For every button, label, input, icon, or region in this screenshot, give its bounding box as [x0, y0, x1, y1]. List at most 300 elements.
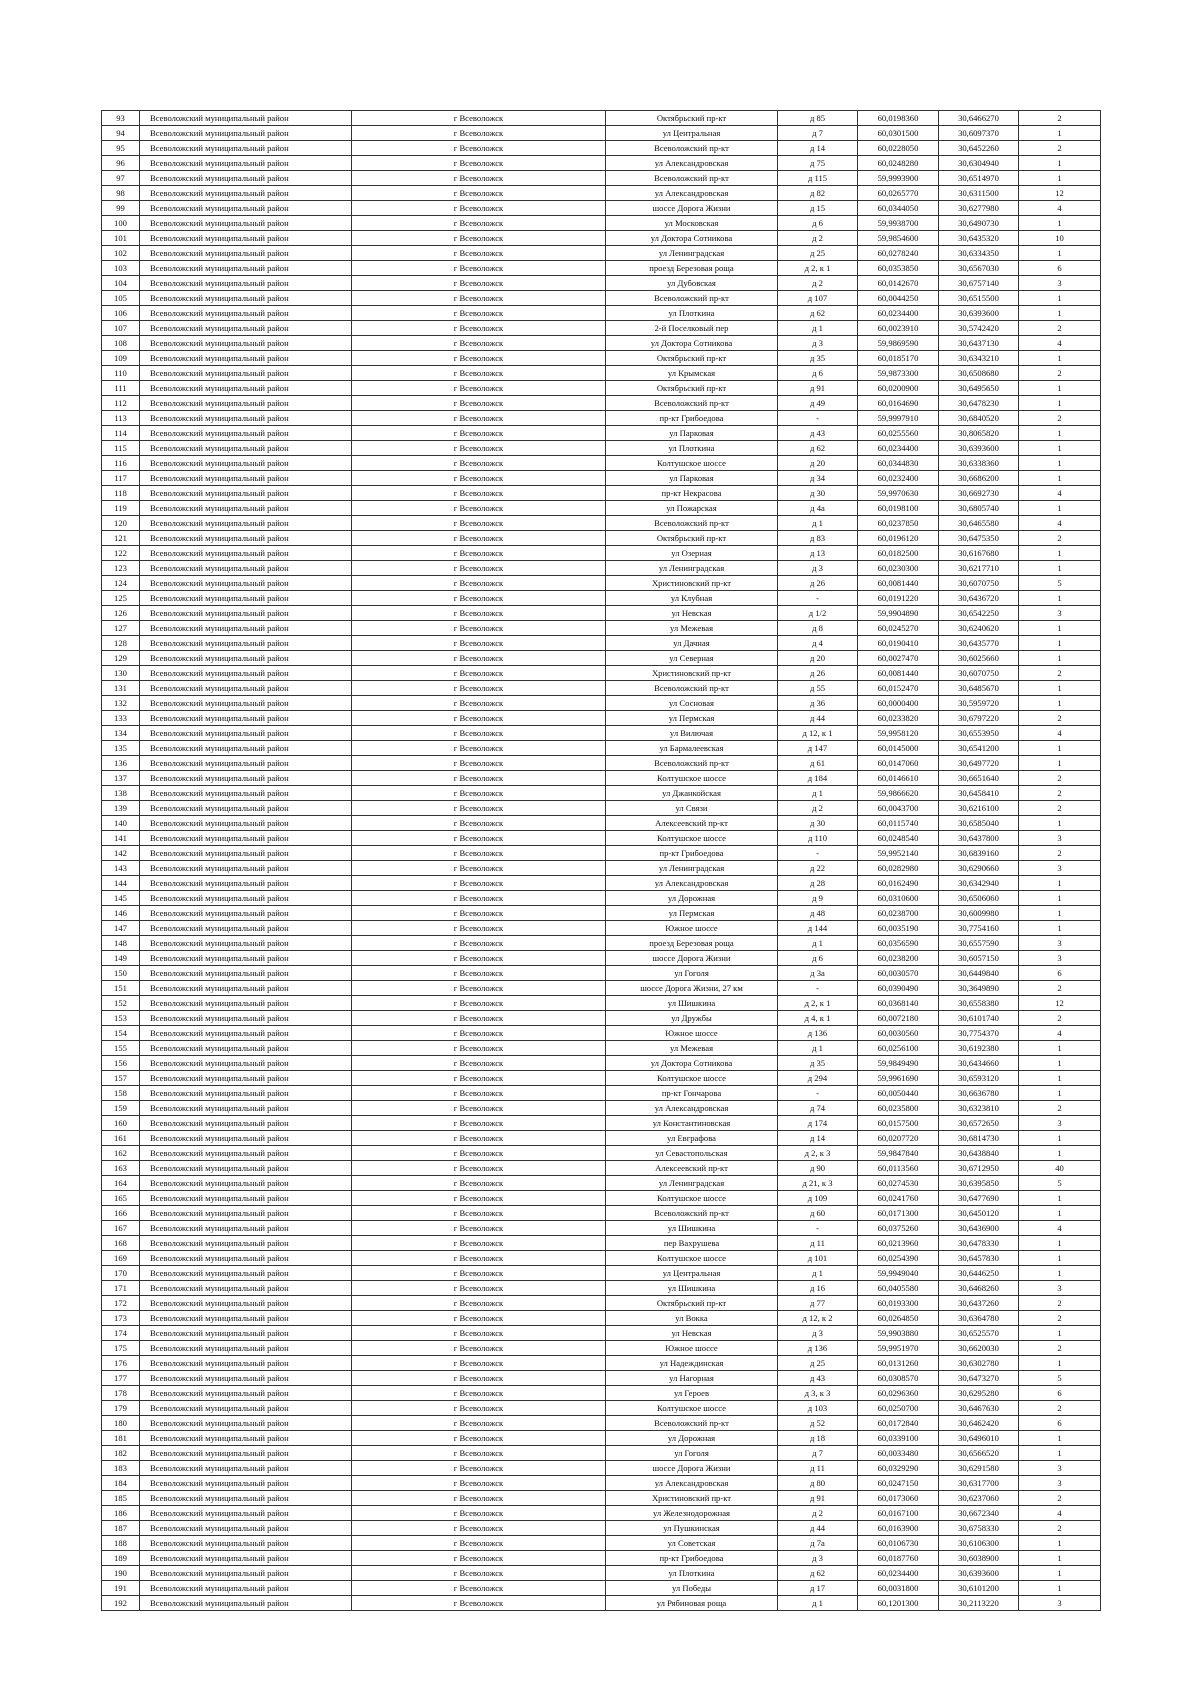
latitude-cell: 59,9949040: [858, 1266, 939, 1281]
house-cell: д 115: [778, 171, 858, 186]
count-cell: 4: [1019, 336, 1101, 351]
street-cell: шоссе Дорога Жизни: [606, 201, 778, 216]
street-cell: ул Ленинградская: [606, 861, 778, 876]
district-cell: Всеволожский муниципальный район: [140, 876, 352, 891]
street-cell: ул Пермская: [606, 906, 778, 921]
row-number: 175: [102, 1341, 140, 1356]
count-cell: 1: [1019, 216, 1101, 231]
row-number: 143: [102, 861, 140, 876]
count-cell: 2: [1019, 711, 1101, 726]
house-cell: д 3: [778, 1326, 858, 1341]
latitude-cell: 60,0115740: [858, 816, 939, 831]
house-cell: д 136: [778, 1341, 858, 1356]
district-cell: Всеволожский муниципальный район: [140, 966, 352, 981]
town-cell: г Всеволожск: [352, 516, 606, 531]
street-cell: Всеволожский пр-кт: [606, 681, 778, 696]
district-cell: Всеволожский муниципальный район: [140, 1326, 352, 1341]
town-cell: г Всеволожск: [352, 831, 606, 846]
house-cell: д 43: [778, 426, 858, 441]
district-cell: Всеволожский муниципальный район: [140, 1266, 352, 1281]
count-cell: 1: [1019, 1326, 1101, 1341]
house-cell: д 4, к 1: [778, 1011, 858, 1026]
count-cell: 1: [1019, 1566, 1101, 1581]
street-cell: ул Советская: [606, 1536, 778, 1551]
town-cell: г Всеволожск: [352, 1341, 606, 1356]
district-cell: Всеволожский муниципальный район: [140, 711, 352, 726]
row-number: 165: [102, 1191, 140, 1206]
street-cell: ул Дорожная: [606, 891, 778, 906]
district-cell: Всеволожский муниципальный район: [140, 1041, 352, 1056]
house-cell: д 3: [778, 1551, 858, 1566]
house-cell: д 101: [778, 1251, 858, 1266]
town-cell: г Всеволожск: [352, 471, 606, 486]
house-cell: д 62: [778, 1566, 858, 1581]
count-cell: 4: [1019, 201, 1101, 216]
district-cell: Всеволожский муниципальный район: [140, 1251, 352, 1266]
table-row: [102, 351, 1101, 366]
house-cell: д 14: [778, 141, 858, 156]
longitude-cell: 30,6438840: [939, 1146, 1019, 1161]
table-row: [102, 1341, 1101, 1356]
town-cell: г Всеволожск: [352, 936, 606, 951]
count-cell: 1: [1019, 1206, 1101, 1221]
count-cell: 1: [1019, 1086, 1101, 1101]
longitude-cell: 30,6334350: [939, 246, 1019, 261]
longitude-cell: 30,7754370: [939, 1026, 1019, 1041]
table-row: [102, 831, 1101, 846]
latitude-cell: 60,0171300: [858, 1206, 939, 1221]
row-number: 186: [102, 1506, 140, 1521]
town-cell: г Всеволожск: [352, 201, 606, 216]
latitude-cell: 59,9866620: [858, 786, 939, 801]
row-number: 131: [102, 681, 140, 696]
latitude-cell: 60,0081440: [858, 576, 939, 591]
street-cell: ул Невская: [606, 606, 778, 621]
town-cell: г Всеволожск: [352, 1476, 606, 1491]
street-cell: ул Железнодорожная: [606, 1506, 778, 1521]
district-cell: Всеволожский муниципальный район: [140, 1446, 352, 1461]
row-number: 192: [102, 1596, 140, 1611]
street-cell: Всеволожский пр-кт: [606, 1206, 778, 1221]
table-row: [102, 531, 1101, 546]
count-cell: 1: [1019, 396, 1101, 411]
longitude-cell: 30,6323810: [939, 1101, 1019, 1116]
latitude-cell: 60,0278240: [858, 246, 939, 261]
town-cell: г Всеволожск: [352, 1566, 606, 1581]
street-cell: ул Бармалеевская: [606, 741, 778, 756]
longitude-cell: 30,6490730: [939, 216, 1019, 231]
latitude-cell: 59,9993900: [858, 171, 939, 186]
latitude-cell: 60,0030570: [858, 966, 939, 981]
town-cell: г Всеволожск: [352, 111, 606, 126]
district-cell: Всеволожский муниципальный район: [140, 666, 352, 681]
table-row: [102, 1581, 1101, 1596]
house-cell: д 35: [778, 351, 858, 366]
longitude-cell: 30,6435320: [939, 231, 1019, 246]
longitude-cell: 30,6290660: [939, 861, 1019, 876]
street-cell: Колтушское шоссе: [606, 1071, 778, 1086]
longitude-cell: 30,6797220: [939, 711, 1019, 726]
house-cell: д 1: [778, 1596, 858, 1611]
house-cell: д 6: [778, 366, 858, 381]
latitude-cell: 60,0050440: [858, 1086, 939, 1101]
town-cell: г Всеволожск: [352, 351, 606, 366]
district-cell: Всеволожский муниципальный район: [140, 186, 352, 201]
count-cell: 1: [1019, 681, 1101, 696]
table-row: [102, 1236, 1101, 1251]
town-cell: г Всеволожск: [352, 1146, 606, 1161]
count-cell: 2: [1019, 141, 1101, 156]
longitude-cell: 30,6473270: [939, 1371, 1019, 1386]
table-row: [102, 1266, 1101, 1281]
latitude-cell: 60,0031800: [858, 1581, 939, 1596]
district-cell: Всеволожский муниципальный район: [140, 1401, 352, 1416]
district-cell: Всеволожский муниципальный район: [140, 861, 352, 876]
table-row: [102, 741, 1101, 756]
row-number: 136: [102, 756, 140, 771]
table-row: [102, 786, 1101, 801]
street-cell: ул Парковая: [606, 471, 778, 486]
town-cell: г Всеволожск: [352, 861, 606, 876]
longitude-cell: 30,6437800: [939, 831, 1019, 846]
longitude-cell: 30,6557590: [939, 936, 1019, 951]
street-cell: ул Евграфова: [606, 1131, 778, 1146]
row-number: 181: [102, 1431, 140, 1446]
street-cell: ул Надеждинская: [606, 1356, 778, 1371]
latitude-cell: 60,0185170: [858, 351, 939, 366]
house-cell: -: [778, 411, 858, 426]
row-number: 112: [102, 396, 140, 411]
town-cell: г Всеволожск: [352, 906, 606, 921]
count-cell: 2: [1019, 111, 1101, 126]
table-row: [102, 1176, 1101, 1191]
latitude-cell: 60,0237850: [858, 516, 939, 531]
district-cell: Всеволожский муниципальный район: [140, 471, 352, 486]
count-cell: 6: [1019, 1416, 1101, 1431]
house-cell: д 35: [778, 1056, 858, 1071]
street-cell: пр-кт Гончарова: [606, 1086, 778, 1101]
town-cell: г Всеволожск: [352, 1311, 606, 1326]
house-cell: д 2: [778, 801, 858, 816]
latitude-cell: 60,0146610: [858, 771, 939, 786]
town-cell: г Всеволожск: [352, 501, 606, 516]
count-cell: 12: [1019, 186, 1101, 201]
longitude-cell: 30,6097370: [939, 126, 1019, 141]
house-cell: д 12, к 2: [778, 1311, 858, 1326]
town-cell: г Всеволожск: [352, 1551, 606, 1566]
house-cell: д 6: [778, 951, 858, 966]
count-cell: 10: [1019, 231, 1101, 246]
latitude-cell: 60,0145000: [858, 741, 939, 756]
table-row: [102, 1311, 1101, 1326]
town-cell: г Всеволожск: [352, 621, 606, 636]
longitude-cell: 30,6025660: [939, 651, 1019, 666]
row-number: 109: [102, 351, 140, 366]
latitude-cell: 59,9903880: [858, 1326, 939, 1341]
district-cell: Всеволожский муниципальный район: [140, 906, 352, 921]
district-cell: Всеволожский муниципальный район: [140, 531, 352, 546]
house-cell: д 147: [778, 741, 858, 756]
district-cell: Всеволожский муниципальный район: [140, 141, 352, 156]
row-number: 120: [102, 516, 140, 531]
row-number: 121: [102, 531, 140, 546]
row-number: 95: [102, 141, 140, 156]
latitude-cell: 60,0196120: [858, 531, 939, 546]
street-cell: проезд Березовая роща: [606, 261, 778, 276]
count-cell: 1: [1019, 696, 1101, 711]
street-cell: ул Нагорная: [606, 1371, 778, 1386]
count-cell: 1: [1019, 1581, 1101, 1596]
latitude-cell: 60,0164690: [858, 396, 939, 411]
house-cell: -: [778, 1086, 858, 1101]
table-row: [102, 126, 1101, 141]
street-cell: ул Доктора Сотникова: [606, 336, 778, 351]
house-cell: д 55: [778, 681, 858, 696]
street-cell: ул Пушкинская: [606, 1521, 778, 1536]
longitude-cell: 30,6496010: [939, 1431, 1019, 1446]
count-cell: 1: [1019, 1131, 1101, 1146]
table-row: [102, 1551, 1101, 1566]
table-row: [102, 1011, 1101, 1026]
district-cell: Всеволожский муниципальный район: [140, 126, 352, 141]
street-cell: ул Плоткина: [606, 306, 778, 321]
table-row: [102, 501, 1101, 516]
district-cell: Всеволожский муниципальный район: [140, 936, 352, 951]
house-cell: д 1: [778, 516, 858, 531]
row-number: 129: [102, 651, 140, 666]
table-row: [102, 1476, 1101, 1491]
town-cell: г Всеволожск: [352, 561, 606, 576]
district-cell: Всеволожский муниципальный район: [140, 1356, 352, 1371]
longitude-cell: 30,6364780: [939, 1311, 1019, 1326]
district-cell: Всеволожский муниципальный район: [140, 1131, 352, 1146]
table-row: [102, 1206, 1101, 1221]
latitude-cell: 59,9904890: [858, 606, 939, 621]
street-cell: ул Дубовская: [606, 276, 778, 291]
street-cell: Колтушское шоссе: [606, 1401, 778, 1416]
district-cell: Всеволожский муниципальный район: [140, 1011, 352, 1026]
row-number: 99: [102, 201, 140, 216]
house-cell: д 1: [778, 1041, 858, 1056]
table-row: [102, 1401, 1101, 1416]
row-number: 105: [102, 291, 140, 306]
row-number: 113: [102, 411, 140, 426]
table-row: [102, 336, 1101, 351]
longitude-cell: 30,6311500: [939, 186, 1019, 201]
house-cell: д 15: [778, 201, 858, 216]
latitude-cell: 60,0245270: [858, 621, 939, 636]
table-row: [102, 951, 1101, 966]
town-cell: г Всеволожск: [352, 1491, 606, 1506]
town-cell: г Всеволожск: [352, 396, 606, 411]
row-number: 159: [102, 1101, 140, 1116]
table-row: [102, 816, 1101, 831]
latitude-cell: 59,9849490: [858, 1056, 939, 1071]
row-number: 188: [102, 1536, 140, 1551]
town-cell: г Всеволожск: [352, 756, 606, 771]
row-number: 111: [102, 381, 140, 396]
table-row: [102, 1596, 1101, 1611]
table-row: [102, 1281, 1101, 1296]
house-cell: д 6: [778, 216, 858, 231]
latitude-cell: 59,9847840: [858, 1146, 939, 1161]
house-cell: д 60: [778, 1206, 858, 1221]
house-cell: д 44: [778, 711, 858, 726]
row-number: 173: [102, 1311, 140, 1326]
count-cell: 1: [1019, 471, 1101, 486]
longitude-cell: 30,6070750: [939, 666, 1019, 681]
town-cell: г Всеволожск: [352, 726, 606, 741]
district-cell: Всеволожский муниципальный район: [140, 1281, 352, 1296]
town-cell: г Всеволожск: [352, 1266, 606, 1281]
count-cell: 3: [1019, 606, 1101, 621]
town-cell: г Всеволожск: [352, 1416, 606, 1431]
count-cell: 1: [1019, 636, 1101, 651]
town-cell: г Всеволожск: [352, 246, 606, 261]
latitude-cell: 60,0390490: [858, 981, 939, 996]
table-row: [102, 441, 1101, 456]
table-row: [102, 1386, 1101, 1401]
longitude-cell: 30,3649890: [939, 981, 1019, 996]
town-cell: г Всеволожск: [352, 1371, 606, 1386]
table-row: [102, 921, 1101, 936]
district-cell: Всеволожский муниципальный район: [140, 1596, 352, 1611]
town-cell: г Всеволожск: [352, 426, 606, 441]
count-cell: 1: [1019, 306, 1101, 321]
row-number: 149: [102, 951, 140, 966]
count-cell: 1: [1019, 456, 1101, 471]
house-cell: д 110: [778, 831, 858, 846]
count-cell: 3: [1019, 936, 1101, 951]
latitude-cell: 60,0238200: [858, 951, 939, 966]
table-row: [102, 561, 1101, 576]
row-number: 171: [102, 1281, 140, 1296]
street-cell: Всеволожский пр-кт: [606, 171, 778, 186]
longitude-cell: 30,6757140: [939, 276, 1019, 291]
district-cell: Всеволожский муниципальный район: [140, 1086, 352, 1101]
address-table: [101, 110, 1101, 1611]
district-cell: Всеволожский муниципальный район: [140, 111, 352, 126]
table-row: [102, 861, 1101, 876]
longitude-cell: 30,6485670: [939, 681, 1019, 696]
district-cell: Всеволожский муниципальный район: [140, 351, 352, 366]
count-cell: 4: [1019, 486, 1101, 501]
count-cell: 1: [1019, 1356, 1101, 1371]
table-row: [102, 321, 1101, 336]
district-cell: Всеволожский муниципальный район: [140, 891, 352, 906]
town-cell: г Всеволожск: [352, 846, 606, 861]
count-cell: 1: [1019, 381, 1101, 396]
street-cell: пр-кт Грибоедова: [606, 411, 778, 426]
row-number: 117: [102, 471, 140, 486]
district-cell: Всеволожский муниципальный район: [140, 456, 352, 471]
longitude-cell: 30,6672340: [939, 1506, 1019, 1521]
latitude-cell: 60,0329290: [858, 1461, 939, 1476]
district-cell: Всеволожский муниципальный район: [140, 1581, 352, 1596]
longitude-cell: 30,6070750: [939, 576, 1019, 591]
longitude-cell: 30,6393600: [939, 306, 1019, 321]
district-cell: Всеволожский муниципальный район: [140, 1071, 352, 1086]
row-number: 100: [102, 216, 140, 231]
district-cell: Всеволожский муниципальный район: [140, 696, 352, 711]
town-cell: г Всеволожск: [352, 921, 606, 936]
latitude-cell: 60,0232400: [858, 471, 939, 486]
street-cell: ул Центральная: [606, 126, 778, 141]
district-cell: Всеволожский муниципальный район: [140, 381, 352, 396]
district-cell: Всеволожский муниципальный район: [140, 1056, 352, 1071]
town-cell: г Всеволожск: [352, 816, 606, 831]
latitude-cell: 59,9938700: [858, 216, 939, 231]
latitude-cell: 60,0234400: [858, 306, 939, 321]
street-cell: проезд Березовая роща: [606, 936, 778, 951]
town-cell: г Всеволожск: [352, 366, 606, 381]
latitude-cell: 60,0142670: [858, 276, 939, 291]
longitude-cell: 30,6435770: [939, 636, 1019, 651]
longitude-cell: 30,6636780: [939, 1086, 1019, 1101]
longitude-cell: 30,6436900: [939, 1221, 1019, 1236]
town-cell: г Всеволожск: [352, 1356, 606, 1371]
longitude-cell: 30,6525570: [939, 1326, 1019, 1341]
latitude-cell: 60,0256100: [858, 1041, 939, 1056]
house-cell: д 30: [778, 816, 858, 831]
latitude-cell: 60,0248540: [858, 831, 939, 846]
district-cell: Всеволожский муниципальный район: [140, 231, 352, 246]
count-cell: 2: [1019, 801, 1101, 816]
house-cell: д 3, к 3: [778, 1386, 858, 1401]
town-cell: г Всеволожск: [352, 891, 606, 906]
count-cell: 3: [1019, 861, 1101, 876]
district-cell: Всеволожский муниципальный район: [140, 321, 352, 336]
street-cell: ул Межевая: [606, 621, 778, 636]
street-cell: ул Пермская: [606, 711, 778, 726]
district-cell: Всеволожский муниципальный район: [140, 1476, 352, 1491]
count-cell: 3: [1019, 1596, 1101, 1611]
row-number: 101: [102, 231, 140, 246]
house-cell: д 34: [778, 471, 858, 486]
district-cell: Всеволожский муниципальный район: [140, 816, 352, 831]
district-cell: Всеволожский муниципальный район: [140, 1161, 352, 1176]
street-cell: Всеволожский пр-кт: [606, 1416, 778, 1431]
district-cell: Всеволожский муниципальный район: [140, 1371, 352, 1386]
longitude-cell: 30,6839160: [939, 846, 1019, 861]
row-number: 179: [102, 1401, 140, 1416]
table-row: [102, 111, 1101, 126]
latitude-cell: 60,0234400: [858, 441, 939, 456]
count-cell: 12: [1019, 996, 1101, 1011]
latitude-cell: 60,0113560: [858, 1161, 939, 1176]
row-number: 134: [102, 726, 140, 741]
latitude-cell: 60,0187760: [858, 1551, 939, 1566]
house-cell: д 49: [778, 396, 858, 411]
town-cell: г Всеволожск: [352, 186, 606, 201]
latitude-cell: 60,0375260: [858, 1221, 939, 1236]
street-cell: Южное шоссе: [606, 1026, 778, 1041]
house-cell: д 22: [778, 861, 858, 876]
district-cell: Всеволожский муниципальный район: [140, 366, 352, 381]
row-number: 146: [102, 906, 140, 921]
longitude-cell: 30,6758330: [939, 1521, 1019, 1536]
house-cell: д 21, к 3: [778, 1176, 858, 1191]
row-number: 119: [102, 501, 140, 516]
street-cell: ул Гоголя: [606, 1446, 778, 1461]
row-number: 168: [102, 1236, 140, 1251]
street-cell: Колтушское шоссе: [606, 831, 778, 846]
street-cell: Всеволожский пр-кт: [606, 396, 778, 411]
table-row: [102, 891, 1101, 906]
house-cell: д 103: [778, 1401, 858, 1416]
district-cell: Всеволожский муниципальный район: [140, 1116, 352, 1131]
count-cell: 1: [1019, 1146, 1101, 1161]
